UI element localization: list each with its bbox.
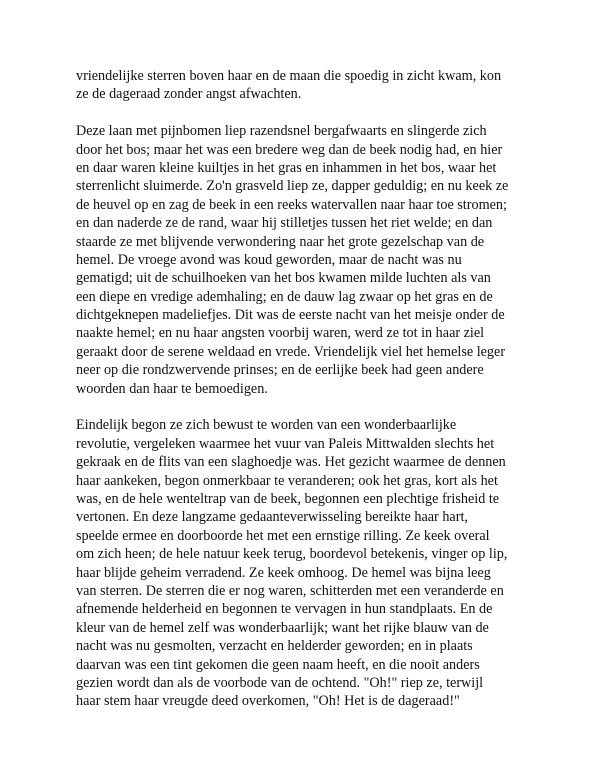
text-line: om zich heen; de hele natuur keek terug, boordevol betekenis, vinger op lip, <box>76 546 508 563</box>
text-line: Deze laan met pijnbomen liep razendsnel bergafwaarts en slingerde zich <box>76 123 487 140</box>
text-line: ze de dageraad zonder angst afwachten. <box>76 86 302 103</box>
text-line: kleur van de hemel zelf was wonderbaarlijk; want het rijke blauw van de <box>76 619 489 636</box>
text-line: haar blijde geheim verradend. Ze keek omhoog. De hemel was bijna leeg <box>76 564 491 581</box>
paragraph-3 <box>76 416 546 710</box>
text-line: naakte hemel; en nu haar angsten voorbij waren, werd ze tot in haar ziel <box>76 325 485 342</box>
text-line: een diepe en vredige ademhaling; en de dauw lag zwaar op het gras en de <box>76 288 493 305</box>
text-line: hemel. De vroege avond was koud geworden, maar de nacht was nu <box>76 251 462 268</box>
text-line: vriendelijke sterren boven haar en de maan die spoedig in zicht kwam, kon <box>76 68 502 84</box>
text-line: Eindelijk begon ze zich bewust te worden van een wonderbaarlijke <box>76 417 457 434</box>
text-line: neer op die rondzwervende prinses; en de eerlijke beek had geen andere <box>76 362 484 379</box>
text-line: daarvan was een tint gekomen die geen naam heeft, en die nooit anders <box>76 656 480 673</box>
text-line: de heuvel op en zag de beek in een reeks watervallen naar haar toe stromen; <box>76 196 507 213</box>
text-line: vertonen. En deze langzame gedaanteverwisseling bereikte haar hart, <box>76 509 468 526</box>
text-line: en daar waren kleine kuiltjes in het gras en inhammen in het bos, waar het <box>76 159 497 176</box>
text-line: en dan naderde ze de rand, waar hij stilletjes tussen het riet welde; en dan <box>76 215 493 232</box>
text-line: van sterren. De sterren die er nog waren, schitterden met een veranderde en <box>76 582 504 599</box>
text-line: dichtgeknepen madeliefjes. Dit was de eerste nacht van het meisje onder de <box>76 307 505 324</box>
body-text <box>76 67 546 711</box>
text-line: afnemende helderheid en begonnen te vervagen in hun standplaats. En de <box>76 601 493 618</box>
paragraph-1 <box>76 67 546 104</box>
text-line: woorden dan haar te bemoedigen. <box>76 380 268 397</box>
paragraph-2 <box>76 122 546 398</box>
text-line: nacht was nu gesmolten, verzacht en helderder geworden; en in plaats <box>76 638 473 655</box>
text-line: gezien wordt dan als de voorbode van de ochtend. "Oh!" riep ze, terwijl <box>76 674 484 691</box>
text-line: gekraak en de flits van een slaghoedje was. Het gezicht waarmee de dennen <box>76 454 506 471</box>
text-line: was, en de hele wenteltrap van de beek, begonnen een plechtige frisheid te <box>76 490 500 507</box>
text-line: sterrenlicht sluimerde. Zo'n grasveld liep ze, dapper geduldig; en nu keek ze <box>76 178 509 195</box>
text-line: door het bos; maar het was een bredere weg dan de beek nodig had, en hier <box>76 141 503 158</box>
text-line: haar aankeken, begon onmerkbaar te veranderen; ook het gras, kort als het <box>76 472 498 489</box>
text-line: speelde ermee en doorboorde het met een ernstige rilling. Ze keek overal <box>76 527 490 544</box>
text-line: staarde ze met blijvende verwondering naar het grote gezelschap van de <box>76 233 485 250</box>
text-line: revolutie, vergeleken waarmee het vuur van Paleis Mittwalden slechts het <box>76 435 495 452</box>
text-line: geraakt door de serene weldaad en vrede. Vriendelijk viel het hemelse leger <box>76 343 506 360</box>
text-line: gematigd; uit de schuilhoeken van het bos kwamen milde luchten als van <box>76 270 491 287</box>
text-line: haar stem haar vreugde deed overkomen, "Oh! Het is de dageraad!" <box>76 693 460 710</box>
